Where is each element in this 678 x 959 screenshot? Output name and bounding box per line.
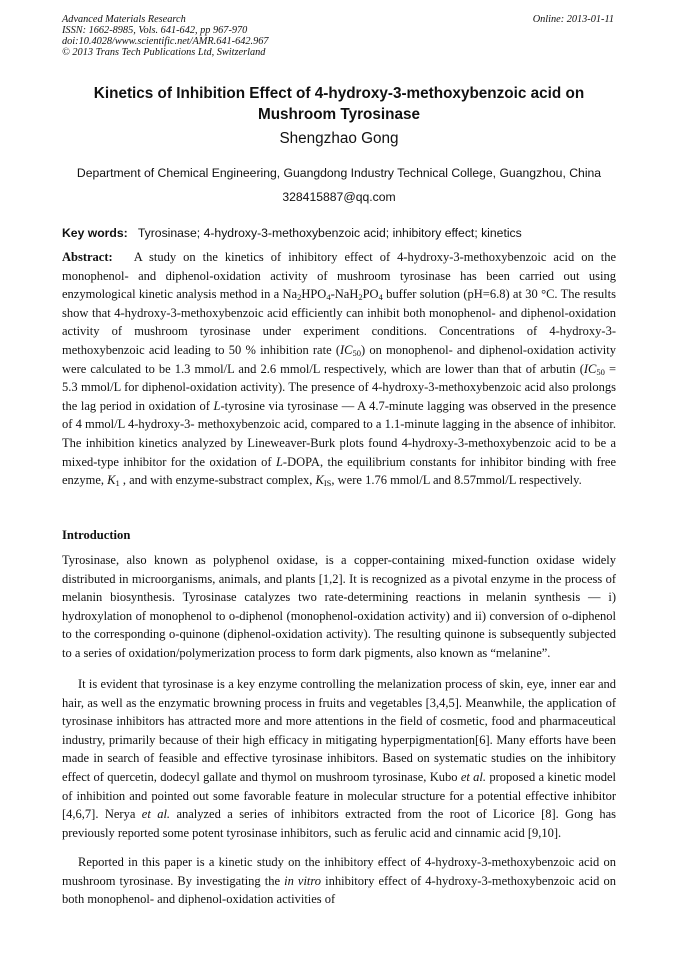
abstract-text: , were 1.76 mmol/L and 8.57mmol/L respectively.	[331, 473, 582, 488]
abstract-text: PO	[362, 287, 379, 302]
paper-title	[62, 83, 616, 125]
author-email: 328415887@qq.com	[282, 190, 396, 204]
paragraph-text: Reported in this paper is a kinetic study on the inhibitory effect of 4-hydroxy-3-methoxybenzoic acid on mushroom tyrosinase. By investigating the	[62, 855, 616, 888]
abstract-label: Abstract:	[62, 250, 113, 264]
issn-line: ISSN: 1662-8985, Vols. 641-642, pp 967-970	[62, 25, 248, 36]
subscript: 50	[352, 347, 361, 358]
body-paragraph: Tyrosinase, also known as polyphenol oxidase, is a copper-containing mixed-function oxidase widely distributed in microorganisms, animals, and plants [1,2]. It is recognized as a pivotal enzyme in the process of melanin biosynthesis. Tyrosinase catalyzes two rate-determining reactions in melanin synthesis — i) hydroxylation of monophenol to o-diphenol (monophenol-oxidation activity) and ii) conversion of o-diphenol to the corresponding o-quinone (diphenol-oxidation activity). The resulting quinone is subsequently subjected to a series of oxidation/polymerization process to form dark pigments, also known as “melanine”.	[62, 553, 616, 660]
k-symbol: K	[315, 473, 324, 488]
subscript: IS	[323, 478, 332, 489]
ic50-symbol: IC	[340, 342, 353, 357]
ic50-symbol: IC	[583, 361, 597, 376]
doi-line: doi:10.4028/www.scientific.net/AMR.641-642.967	[62, 36, 269, 47]
abstract-text: -tyrosine via tyrosinase — A 4.7-minute lagging was observed in the presence of 4 mmol/L 4-hydroxy-3- methoxybenzoic acid, compared to a 1.1-minute lagging in the absence of inhibitor. The inhibition kinetics analyzed by Lineweaver-Burk plots found 4-hydroxy-3-methoxybenzoic acid to be a mixed-type inhibitor for the oxidation of	[62, 398, 617, 469]
body-paragraph	[62, 675, 616, 842]
journal-header	[62, 14, 269, 58]
keywords-text: Tyrosinase; 4-hydroxy-3-methoxybenzoic acid; inhibitory effect; kinetics	[137, 226, 522, 240]
abstract-text: HPO	[301, 287, 327, 302]
affiliation: Department of Chemical Engineering, Guangdong Industry Technical College, Guangzhou, China	[76, 166, 602, 180]
abstract-text: -DOPA, the equilibrium constants for inhibitor binding with free enzyme,	[62, 454, 616, 488]
abstract-text: = 5.3 mmol/L for diphenol-oxidation activity). The presence of 4-hydroxy-3-methoxybenzoic acid also prolongs the lag period in oxidation of	[62, 361, 616, 413]
subscript: 50	[596, 366, 605, 377]
et-al: et al.	[141, 807, 171, 822]
title-line-1: Kinetics of Inhibition Effect of 4-hydroxy-3-methoxybenzoic acid on	[93, 85, 585, 102]
et-al: et al.	[460, 769, 487, 784]
body-paragraph	[62, 853, 616, 909]
online-date: Online: 2013-01-11	[532, 14, 614, 25]
in-vitro: in vitro	[284, 873, 322, 888]
l-prefix: L	[213, 398, 221, 413]
abstract-paragraph	[62, 248, 616, 490]
paragraph-text: It is evident that tyrosinase is a key enzyme controlling the melanization process of skin, eye, inner ear and hair, as well as the enzymatic browning process in fruits and vegetables [3,4,5]. Meanwhile, the application of tyrosinase inhibitors has attracted more and more attentions in the field of cosmetic, food and pharmaceutical industry, primarily because of their high efficacy in mitigating hyperpigmentation[6]. Many efforts have been made in search of feasible and effective tyrosinase inhibitors. Based on systematic studies on the inhibitory effect of quercetin, dodecyl gallate and thymol on mushroom tyrosinase, Kubo	[62, 677, 616, 784]
keywords-label: Key words:	[62, 226, 128, 240]
paragraph-text: proposed a kinetic model of inhibition and pointed out some favorable feature in molecular structure for a potential effective inhibitor [4,6,7]. Nerya	[62, 769, 616, 822]
paragraph-text: analyzed a series of inhibitors extracted from the root of Licorice [8]. Gong has previously reported some potent tyrosinase inhibitors, such as ferulic acid and cinnamic acid [9,10].	[62, 807, 616, 840]
abstract-text: ) on monophenol- and diphenol-oxidation activity were calculated to be 1.3 mmol/L and 2.6 mmol/L respectively, which are lower than that of arbutin (	[62, 342, 616, 376]
journal-name: Advanced Materials Research	[62, 14, 186, 25]
copyright-line: © 2013 Trans Tech Publications Ltd, Switzerland	[62, 47, 266, 58]
abstract-text: buffer solution (pH=6.8) at 30 °C. The results show that 4-hydroxy-3-methoxybenzoic acid efficiently can inhibit both monophenol- and diphenol-oxidation activity of mushroom tyrosinase under experiment conditions. Concentrations of 4-hydroxy-3-methoxybenzoic acid leading to 50 % inhibition rate (	[62, 287, 616, 357]
subscript: 4	[326, 292, 331, 303]
abstract-text: A study on the kinetics of inhibitory effect of 4-hydroxy-3-methoxybenzoic acid on the monophenol- and diphenol-oxidation activity of mushroom tyrosinase has been carried out using enzymological kinetic analysis method in a Na	[62, 250, 617, 302]
paragraph-text: inhibitory effect of 4-hydroxy-3-methoxybenzoic acid on both monophenol- and diphenol-oxidation activities of	[62, 873, 617, 907]
subscript: 2	[297, 292, 302, 303]
subscript: 1	[115, 478, 120, 489]
abstract-text: -NaH	[330, 287, 359, 302]
section-heading: Introduction	[62, 528, 131, 542]
k-symbol: K	[107, 473, 116, 488]
subscript: 4	[378, 292, 383, 303]
author-name: Shengzhao Gong	[279, 130, 399, 147]
keywords-line	[62, 226, 616, 240]
subscript: 2	[358, 292, 363, 303]
l-prefix: L	[275, 454, 283, 469]
abstract-text: , and with enzyme-substract complex,	[119, 473, 316, 488]
title-line-2: Mushroom Tyrosinase	[257, 106, 421, 123]
